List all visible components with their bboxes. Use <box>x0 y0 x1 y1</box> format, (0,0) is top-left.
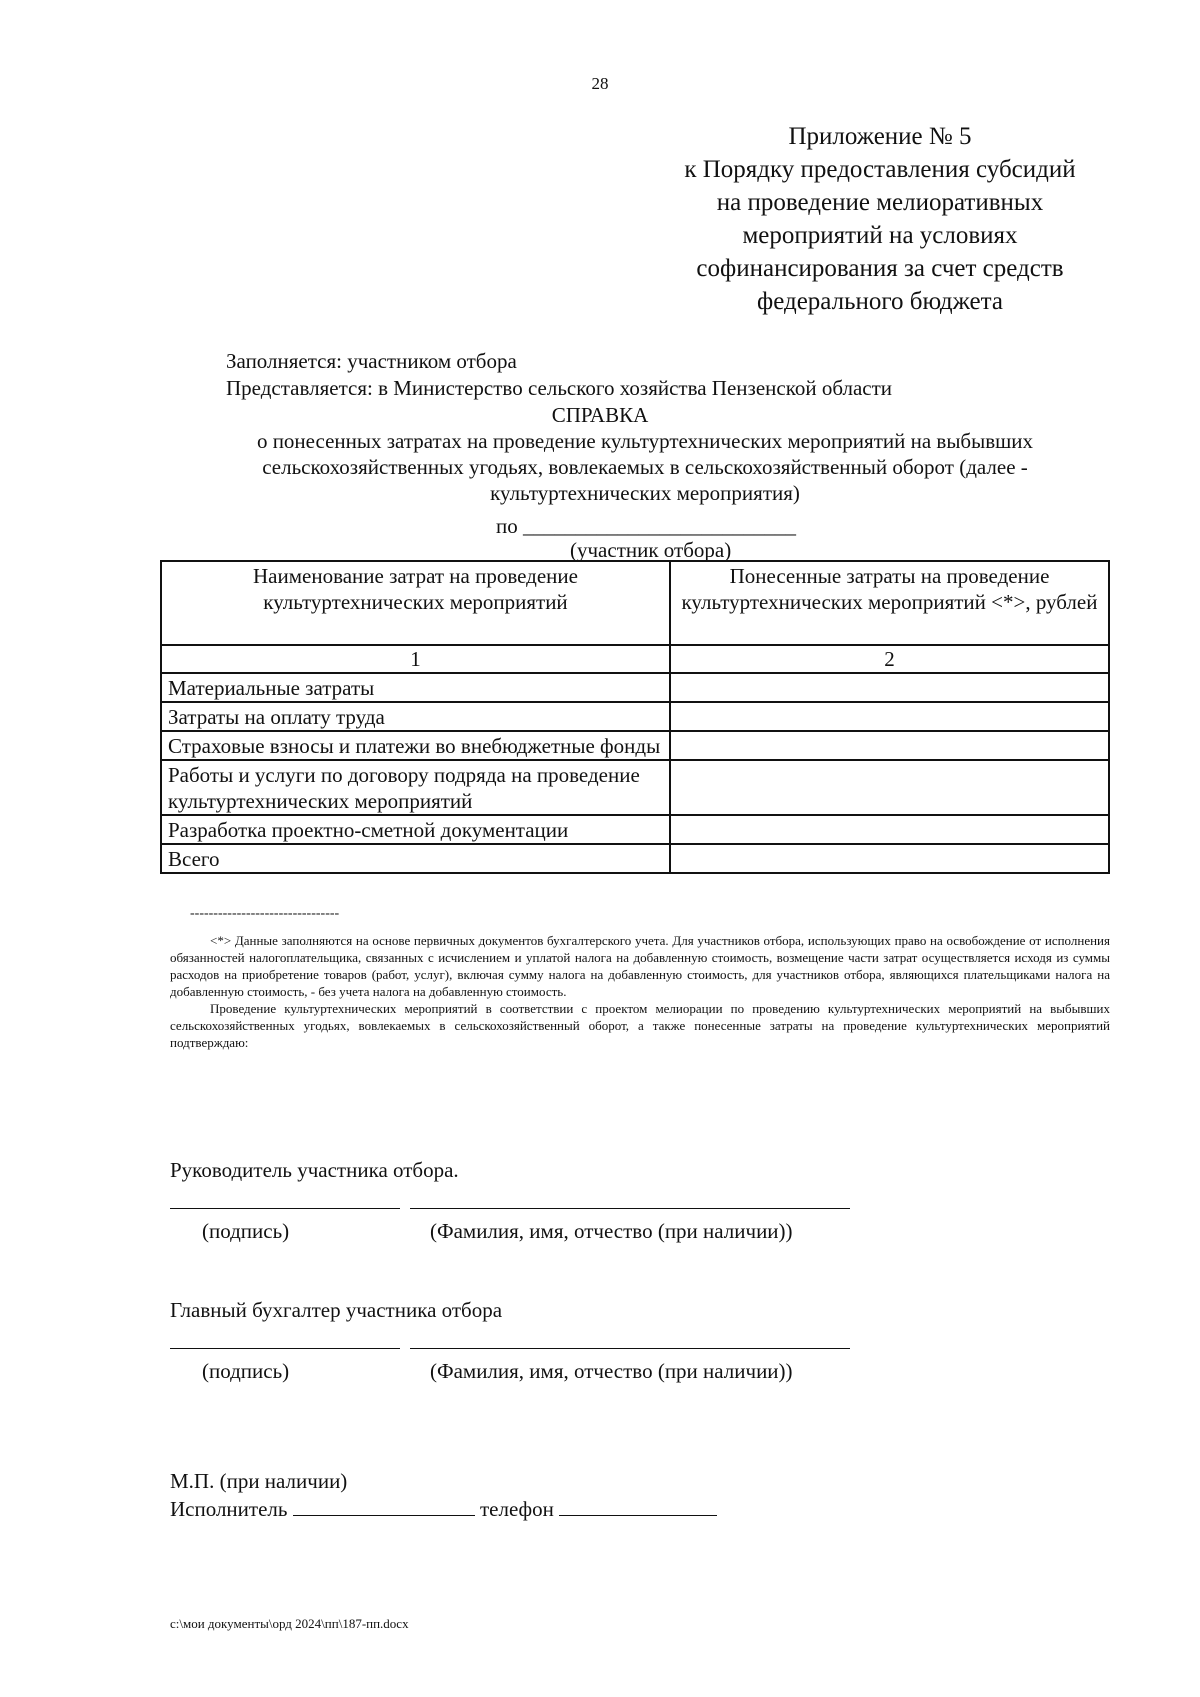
table-row <box>161 760 1109 815</box>
sign-caption: (подпись) <box>202 1219 290 1243</box>
footnote-note <box>170 932 1110 1051</box>
table-row-total <box>161 844 1109 873</box>
cost-value-cell[interactable] <box>670 815 1109 844</box>
signature-line-head[interactable] <box>170 1190 850 1214</box>
signature-line-accountant[interactable] <box>170 1330 850 1354</box>
cost-value-cell[interactable] <box>670 731 1109 760</box>
signature-blank[interactable] <box>170 1190 400 1209</box>
table-row <box>161 731 1109 760</box>
filled-by: Заполняется: участником отбора <box>226 349 517 373</box>
cost-name-cell: Материальные затраты <box>161 673 670 702</box>
stamp-note: М.П. (при наличии) <box>170 1469 348 1493</box>
header-cost-name: Наименование затрат на проведение культуртехнических мероприятий <box>161 561 670 645</box>
appendix-line: Приложение № 5 <box>788 123 972 150</box>
document-subtitle: о понесенных затратах на проведение культуртехнических мероприятий на выбывших сельскохозяйственных угодьях, вовлекаемых в сельскохозяйственный оборот (далее - культуртехнических мероприятия) <box>256 429 1034 505</box>
cost-name-cell: Затраты на оплату труда <box>161 702 670 731</box>
cost-name-cell: Страховые взносы и платежи во внебюджетные фонды <box>161 731 670 760</box>
footnote-text: <*> Данные заполняются на основе первичных документов бухгалтерского учета. Для участников отбора, использующих право на освобождение от исполнения обязанностей налогоплательщика, связанных с исчислением и уплатой налога на добавленную стоимость, возмещение части затрат осуществляется исходя из суммы расходов на приобретение товаров (работ, услуг), включая сумму налога на добавленную стоимость, для участников отбора, являющихся плательщиками налога на добавленную стоимость, - без учета налога на добавленную стоимость. <box>170 933 1110 999</box>
column-number: 1 <box>161 645 670 673</box>
appendix-line: к Порядку предоставления субсидий <box>684 156 1076 183</box>
signatory-head-role: Руководитель участника отбора. <box>170 1158 459 1182</box>
signatory-accountant-role: Главный бухгалтер участника отбора <box>170 1298 503 1322</box>
name-blank[interactable] <box>410 1330 850 1349</box>
table-row <box>161 702 1109 731</box>
appendix-line: мероприятий на условиях <box>742 222 1018 249</box>
cost-value-cell[interactable] <box>670 702 1109 731</box>
confirmation-text: Проведение культуртехнических мероприятий в соответствии с проектом мелиорации по проведению культуртехнических мероприятий на выбывших сельскохозяйственных угодьях, вовлекаемых в сельскохозяйственный оборот, а также понесенные затраты на проведение культуртехнических мероприятий подтверждаю: <box>170 1001 1110 1050</box>
header-cost-amount: Понесенные затраты на проведение культуртехнических мероприятий <*>, рублей <box>670 561 1109 645</box>
cost-name-cell: Всего <box>161 844 670 873</box>
phone-label: телефон <box>479 1497 554 1521</box>
appendix-line: на проведение мелиоративных <box>716 189 1044 216</box>
cost-name-cell: Разработка проектно-сметной документации <box>161 815 670 844</box>
name-caption: (Фамилия, имя, отчество (при наличии)) <box>430 1359 793 1383</box>
table-header-row <box>161 561 1109 645</box>
footnote-separator: -------------------------------- <box>190 906 340 921</box>
submitted-to: Представляется: в Министерство сельского хозяйства Пензенской области <box>226 376 893 400</box>
table-row <box>161 673 1109 702</box>
by-line <box>496 513 796 539</box>
appendix-line: софинансирования за счет средств <box>696 255 1064 282</box>
by-label: по <box>496 514 518 538</box>
file-path: c:\мои документы\орд 2024\пп\187-пп.docx <box>170 1616 409 1631</box>
executor-label: Исполнитель <box>170 1497 288 1521</box>
by-blank: __________________________ <box>523 514 796 538</box>
phone-blank[interactable] <box>559 1497 717 1516</box>
costs-table <box>160 560 1110 874</box>
sign-caption: (подпись) <box>202 1359 290 1383</box>
page-number: 28 <box>591 74 609 93</box>
executor-line <box>170 1496 717 1522</box>
cost-value-cell[interactable] <box>670 844 1109 873</box>
executor-blank[interactable] <box>293 1497 475 1516</box>
column-number: 2 <box>670 645 1109 673</box>
name-caption: (Фамилия, имя, отчество (при наличии)) <box>430 1219 793 1243</box>
document-title: СПРАВКА <box>551 403 649 427</box>
cost-value-cell[interactable] <box>670 760 1109 815</box>
cost-name-cell: Работы и услуги по договору подряда на проведение культуртехнических мероприятий <box>161 760 670 815</box>
name-blank[interactable] <box>410 1190 850 1209</box>
cost-value-cell[interactable] <box>670 673 1109 702</box>
table-column-numbers <box>161 645 1109 673</box>
by-caption: (участник отбора) <box>570 538 732 562</box>
appendix-line: федерального бюджета <box>757 288 1003 315</box>
appendix-header <box>640 120 1120 318</box>
table-row <box>161 815 1109 844</box>
signature-blank[interactable] <box>170 1330 400 1349</box>
